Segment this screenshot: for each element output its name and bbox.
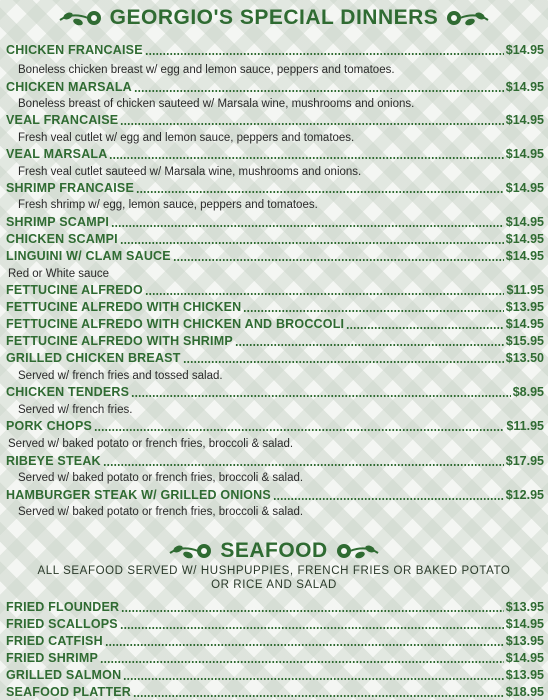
item-name: FRIED SCALLOPS — [6, 617, 118, 631]
dot-leader — [100, 661, 504, 663]
menu-item — [6, 145, 544, 162]
item-name: FETTUCINE ALFREDO WITH CHICKEN — [6, 300, 242, 314]
dot-leader — [109, 157, 503, 159]
item-name: SHRIMP FRANCAISE — [6, 181, 134, 195]
item-description: Fresh veal cutlet sauteed w/ Marsala wine, mushrooms and onions. — [18, 166, 362, 178]
item-name: GRILLED SALMON — [6, 668, 122, 682]
item-name: SEAFOOD PLATTER — [6, 685, 131, 699]
menu-item — [6, 417, 544, 434]
item-name: FRIED CATFISH — [6, 634, 103, 648]
item-price: $14.95 — [505, 249, 544, 263]
item-name: HAMBURGER STEAK W/ GRILLED ONIONS — [6, 488, 271, 502]
item-name: VEAL MARSALA — [6, 147, 108, 161]
menu-item — [6, 632, 544, 649]
item-price: $13.95 — [505, 668, 544, 682]
special-dinners-heading — [0, 4, 548, 32]
item-description: Served w/ french fries. — [18, 404, 133, 416]
menu-item — [6, 281, 544, 298]
dot-leader — [123, 678, 503, 680]
olive-branch-icon — [334, 541, 380, 561]
item-name: FETTUCINE ALFREDO WITH SHRIMP — [6, 334, 233, 348]
dot-leader — [131, 395, 511, 397]
item-name: FRIED FLOUNDER — [6, 600, 120, 614]
menu-item — [6, 349, 544, 366]
menu-item — [6, 452, 544, 469]
olive-branch-icon — [58, 8, 104, 28]
item-price: $17.95 — [505, 454, 544, 468]
dot-leader — [183, 361, 504, 363]
seafood-note-line1: ALL SEAFOOD SERVED W/ HUSHPUPPIES, FRENCH FRIES OR BAKED POTATO — [37, 565, 511, 577]
dot-leader — [136, 191, 504, 193]
item-price: $14.95 — [505, 147, 544, 161]
item-description: Fresh veal cutlet w/ egg and lemon sauce, peppers and tomatoes. — [18, 132, 355, 144]
item-description: Served w/ baked potato or french fries, broccoli & salad. — [18, 506, 304, 518]
seafood-title: SEAFOOD — [220, 539, 328, 562]
item-price: $11.95 — [506, 419, 544, 433]
item-price: $11.95 — [506, 283, 544, 297]
special-dinners-title: GEORGIO'S SPECIAL DINNERS — [109, 6, 439, 29]
menu-item — [6, 41, 544, 58]
item-name: RIBEYE STEAK — [6, 454, 101, 468]
item-name: VEAL FRANCAISE — [6, 113, 119, 127]
item-description: Boneless chicken breast w/ egg and lemon sauce, peppers and tomatoes. — [18, 64, 395, 76]
item-price: $13.50 — [505, 351, 544, 365]
menu-item — [6, 179, 544, 196]
menu-item — [6, 213, 544, 230]
menu-item — [6, 666, 544, 683]
dot-leader — [105, 644, 504, 646]
item-price: $13.95 — [505, 634, 544, 648]
item-price: $14.95 — [505, 181, 544, 195]
item-price: $18.95 — [505, 685, 544, 699]
item-price: $14.95 — [505, 113, 544, 127]
menu-item — [6, 649, 544, 666]
dot-leader — [103, 464, 504, 466]
dot-leader — [120, 123, 503, 125]
item-description: Boneless breast of chicken sauteed w/ Marsala wine, mushrooms and onions. — [18, 98, 415, 110]
dot-leader — [346, 327, 504, 329]
item-name: CHICKEN SCAMPI — [6, 232, 118, 246]
item-price: $13.95 — [505, 300, 544, 314]
item-price: $13.95 — [505, 600, 544, 614]
item-price: $8.95 — [512, 385, 544, 399]
item-price: $14.95 — [505, 317, 544, 331]
menu-item — [6, 111, 544, 128]
olive-branch-icon — [168, 541, 214, 561]
item-description: Red or White sauce — [8, 268, 109, 280]
menu-item — [6, 332, 544, 349]
item-price: $14.95 — [505, 651, 544, 665]
item-name: GRILLED CHICKEN BREAST — [6, 351, 181, 365]
dot-leader — [133, 695, 504, 697]
dot-leader — [243, 310, 503, 312]
item-price: $15.95 — [505, 334, 544, 348]
item-price: $14.95 — [505, 80, 544, 94]
dot-leader — [273, 498, 504, 500]
item-price: $14.95 — [505, 617, 544, 631]
menu-item — [6, 230, 544, 247]
menu-item — [6, 683, 544, 700]
item-price: $12.95 — [505, 488, 544, 502]
menu-item — [6, 486, 544, 503]
dot-leader — [134, 90, 504, 92]
item-description: Served w/ baked potato or french fries, broccoli & salad. — [8, 438, 294, 450]
dot-leader — [145, 293, 504, 295]
item-name: FRIED SHRIMP — [6, 651, 98, 665]
menu-item — [6, 598, 544, 615]
olive-branch-icon — [444, 8, 490, 28]
item-name: CHICKEN TENDERS — [6, 385, 130, 399]
item-name: FETTUCINE ALFREDO — [6, 283, 143, 297]
item-price: $14.95 — [505, 43, 544, 57]
menu-item — [6, 298, 544, 315]
dot-leader — [120, 627, 504, 629]
dot-leader — [111, 225, 504, 227]
item-name: CHICKEN MARSALA — [6, 80, 132, 94]
item-description: Fresh shrimp w/ egg, lemon sauce, peppers and tomatoes. — [18, 199, 318, 211]
menu-item — [6, 315, 544, 332]
item-name: SHRIMP SCAMPI — [6, 215, 110, 229]
item-name: PORK CHOPS — [6, 419, 93, 433]
item-description: Served w/ french fries and tossed salad. — [18, 370, 223, 382]
seafood-heading — [0, 537, 548, 565]
menu-item — [6, 247, 544, 264]
dot-leader — [94, 429, 504, 431]
item-name: FETTUCINE ALFREDO WITH CHICKEN AND BROCCOLI — [6, 317, 345, 331]
item-name: LINGUINI W/ CLAM SAUCE — [6, 249, 171, 263]
dot-leader — [235, 344, 504, 346]
dot-leader — [121, 610, 504, 612]
item-description: Served w/ baked potato or french fries, broccoli & salad. — [18, 472, 304, 484]
item-price: $14.95 — [505, 232, 544, 246]
item-name: CHICKEN FRANCAISE — [6, 43, 143, 57]
dot-leader — [120, 242, 504, 244]
item-price: $14.95 — [505, 215, 544, 229]
menu-item — [6, 615, 544, 632]
dot-leader — [145, 53, 504, 55]
seafood-note-line2: OR RICE AND SALAD — [211, 579, 337, 591]
dot-leader — [173, 259, 504, 261]
menu-item — [6, 383, 544, 400]
menu-item — [6, 78, 544, 95]
